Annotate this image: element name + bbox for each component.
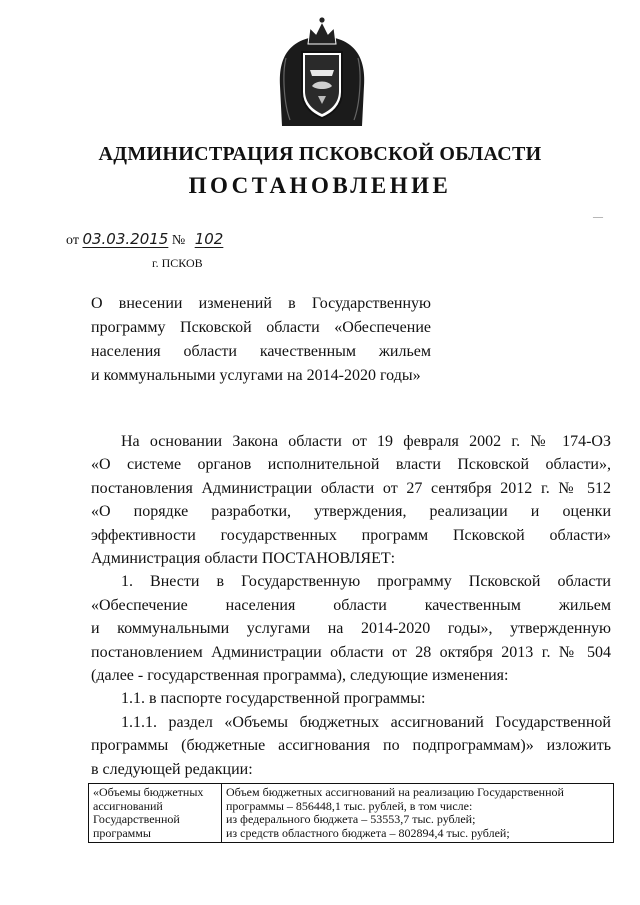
body-line: Администрация области ПОСТАНОВЛЯЕТ: [91,550,396,568]
table-cell-amounts [222,784,614,843]
table-cell-section: «Объемы бюджетных ассигнований Государственной программы [89,784,222,843]
body-line: в следующей редакции: [91,760,253,778]
date-prefix: от [66,233,79,248]
amount-line: Объем бюджетных ассигнований на реализацию Государственной программы – 856448,1 тыс. рублей, в том числе: [226,785,564,813]
amount-line: из средств областного бюджета – 802894,4 тыс. рублей; [226,825,510,840]
body-line: эффективности государственных программ Псковской области» [91,526,611,544]
coat-of-arms-emblem [272,14,372,132]
organization-title: АДМИНИСТРАЦИЯ ПСКОВСКОЙ ОБЛАСТИ [98,143,542,165]
amount-line: из федерального бюджета – 53553,7 тыс. рублей; [226,812,476,826]
body-line: программы (бюджетные ассигнования по подпрограммам)» изложить [91,737,611,755]
budget-table [88,783,614,843]
date-number-line [66,230,237,249]
body-line: «О системе органов исполнительной власти Псковской области», [91,456,611,474]
subject-line: программу Псковской области «Обеспечение [91,319,431,336]
document-type-title: ПОСТАНОВЛЕНИЕ [188,173,452,198]
city-label: г. ПСКОВ [152,256,203,270]
subject-line: и коммунальными услугами на 2014-2020 годы» [91,367,421,384]
body-line: постановлением Администрации области от 28 октября 2013 г. № 504 [91,643,611,661]
body-line: «О порядке разработки, утверждения, реализации и оценки [91,503,611,521]
body-line: (далее - государственная программа), следующие изменения: [91,667,509,685]
body-line: 1.1.1. раздел «Объемы бюджетных ассигнований Государственной [121,713,611,731]
body-line: постановления Администрации области от 27 сентября 2012 г. № 512 [91,479,611,497]
table-row [89,784,614,843]
subject-line: населения области качественным жильем [91,343,431,360]
body-line: и коммунальными услугами на 2014-2020 годы», утвержденную [91,620,611,638]
number-prefix: № [171,233,186,248]
handwritten-date: 03.03.2015 [82,230,169,248]
document-subject [91,292,431,388]
document-body [91,430,611,781]
body-line: 1. Внести в Государственную программу Псковской области [121,573,611,591]
subject-line: О внесении изменений в Государственную [91,295,431,312]
handwritten-number: 102 [194,230,224,248]
body-line: «Обеспечение населения области качественным жильем [91,596,611,614]
body-line: На основании Закона области от 19 февраля 2002 г. № 174-ОЗ [121,433,611,450]
margin-mark: — [593,212,603,223]
body-line: 1.1. в паспорте государственной программы: [121,690,426,708]
